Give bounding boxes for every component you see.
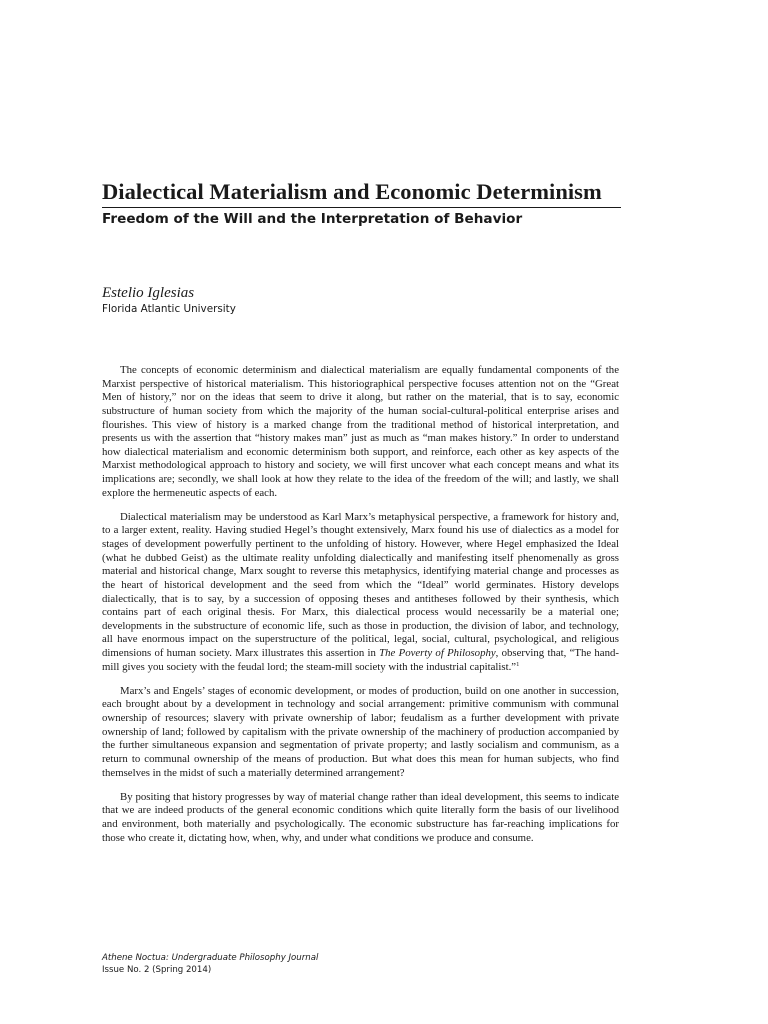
author-name: Estelio Iglesias: [102, 285, 195, 301]
title-rule: [102, 207, 621, 208]
author-affiliation: Florida Atlantic University: [102, 303, 236, 315]
paragraph-2-text-b: , observing that, “The hand-mill gives you society with the feudal lord; the steam-mill society with the industrial capitalist.”: [102, 647, 619, 673]
paragraph-2: [102, 511, 619, 675]
journal-issue: Issue No. 2 (Spring 2014): [102, 964, 212, 975]
book-title-citation: The Poverty of Philosophy: [379, 647, 496, 659]
article-subtitle: Freedom of the Will and the Interpretation of Behavior: [102, 211, 523, 227]
article-title: Dialectical Materialism and Economic Determinism: [102, 179, 602, 204]
paragraph-4: By positing that history progresses by way of material change rather than ideal development, this seems to indicate that we are indeed products of the general economic conditions which quite literally form the basis of our livelihood and environment, both materially and psychologically. The economic substructure has far-reaching implications for those who create it, dictating how, when, why, and under what conditions we produce and consume.: [102, 790, 619, 844]
paragraph-3: Marx’s and Engels’ stages of economic development, or modes of production, build on one another in succession, each brought about by a development in technology and social arrangement: primitive communism with communal ownership of resources; slavery with private ownership of labor; feudalism as a further development with private ownership of land; followed by capitalism with the private ownership of the machinery of production accompanied by the further simultaneous expansion and segmentation of private property; and lastly socialism and communism, as a return to communal ownership of the means of production. But what does this mean for human subjects, who find themselves in the midst of such a materially determined arrangement?: [102, 684, 619, 779]
paragraph-1: The concepts of economic determinism and dialectical materialism are equally fundamental components of the Marxist perspective of historical materialism. This historiographical perspective focuses attention not on the “Great Men of history,” nor on the ideas that seem to drive it along, but rather on the material, that is to say, economic substructure of human society from which the majority of the human social-cultural-political enterprise arises and flourishes. This view of history is a marked change from the traditional method of historical interpretation, and presents us with the assertion that “history makes man” just as much as “man makes history.” In order to understand how dialectical materialism and economic determinism both support, and reinforce, each other as key aspects of the Marxist methodological approach to history and society, we will first uncover what each concept means and what its implications are; secondly, we shall look at how they relate to the idea of the freedom of the will; and lastly, we shall explore the hermeneutic aspects of each.: [102, 364, 619, 499]
paragraph-2-text-a: Dialectical materialism may be understood as Karl Marx’s metaphysical perspective, a framework for history and, to a larger extent, reality. Having studied Hegel’s thought extensively, Marx found his use of dialectics as a model for stages of development powerfully pertinent to the unfolding of history. However, where Hegel emphasized the Ideal (what he dubbed Geist) as the ultimate reality unfolding dialectically and manifesting itself phenomenally as gross material and historical change, Marx sought to reverse this metaphysics, identifying material change and processes as the heart of historical development and the seed from which the “Ideal” world germinates. History develops dialectically, that is to say, by a succession of opposing theses and antitheses followed by their synthesis, which contains part of each original thesis. For Marx, this dialectical process would necessarily be a material one; developments in the substructure of economic life, such as those in production, the division of labor, and technology, all have enormous impact on the superstructure of the political, legal, social, cultural, psychological, and religious dimensions of human society. Marx illustrates this assertion in: [102, 510, 619, 659]
journal-footer: [102, 953, 318, 976]
footnote-marker[interactable]: 1: [516, 660, 520, 668]
article-body: [102, 364, 619, 856]
journal-name: Athene Noctua: Undergraduate Philosophy Journal: [102, 953, 319, 963]
